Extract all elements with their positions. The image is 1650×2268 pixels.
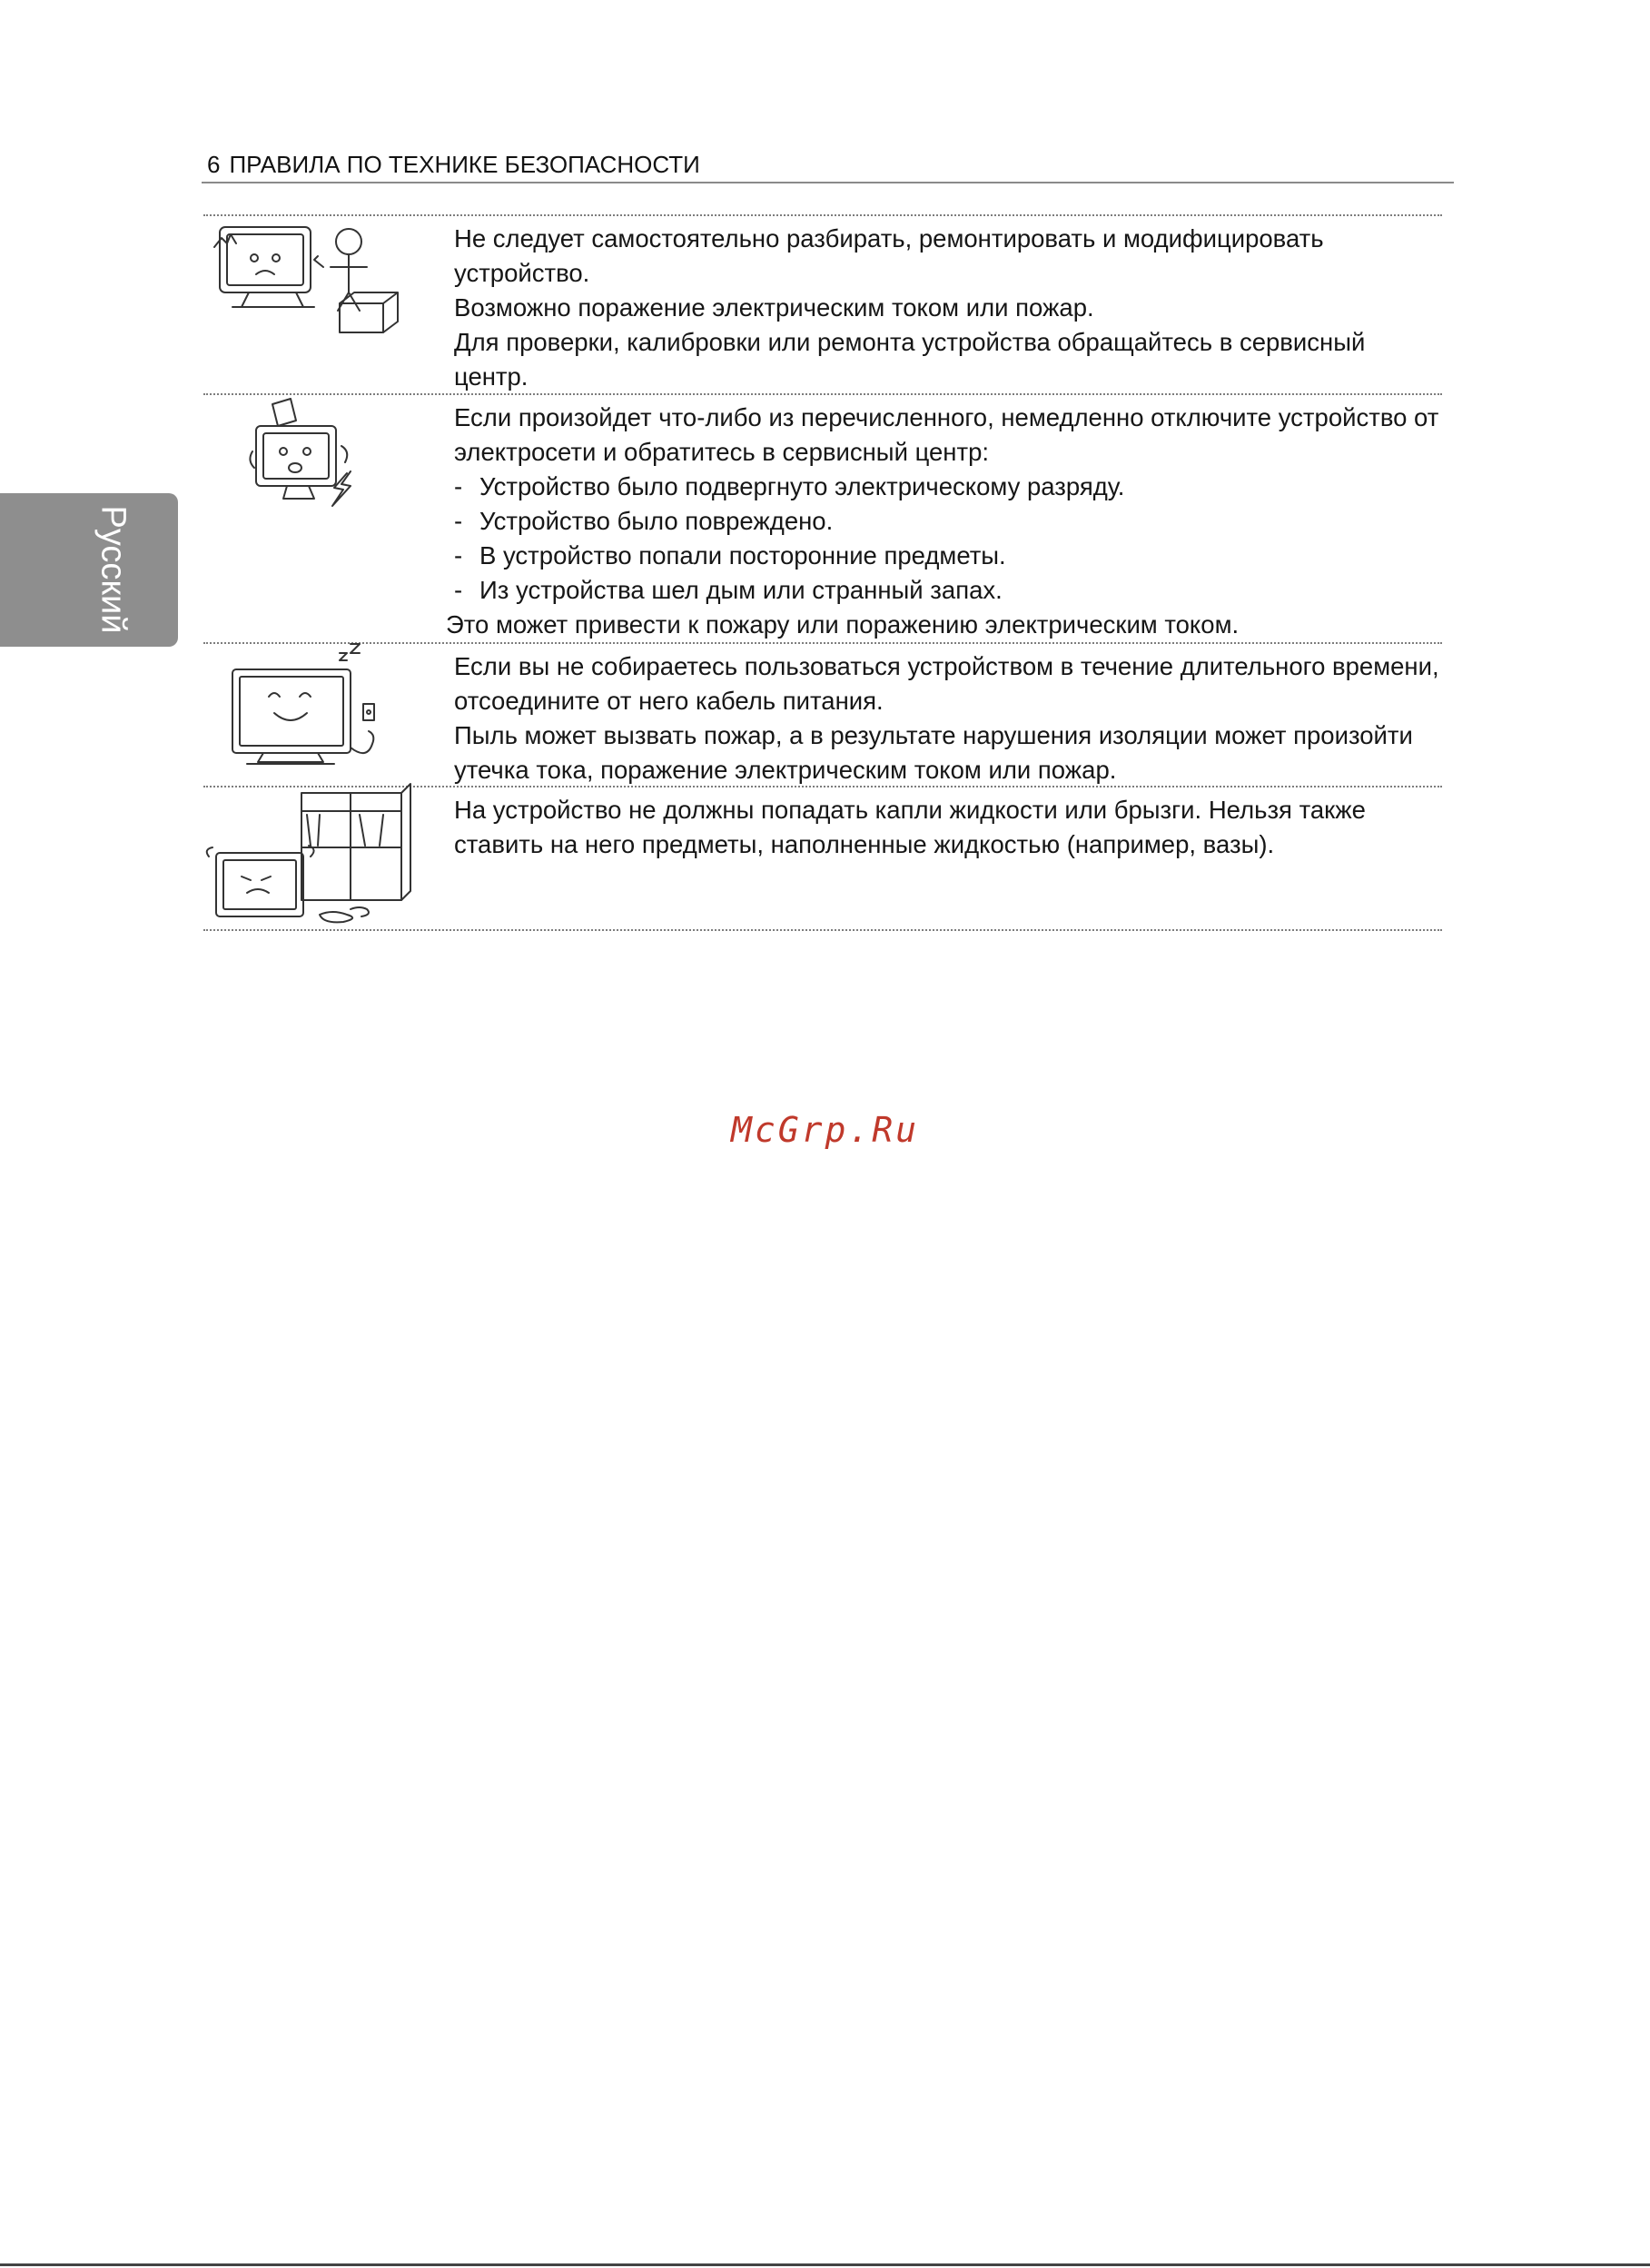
row-bullet-text: Из устройства шел дым или странный запах.	[479, 576, 1003, 604]
row-bullet: - Устройство было повреждено.	[454, 507, 834, 535]
row-bullet-text: Устройство было подвергнуто электрическому разряду.	[479, 472, 1125, 500]
row-line: Возможно поражение электрическим током или пожар.	[454, 293, 1094, 322]
page-header	[202, 149, 1454, 183]
tv-liquid-illustration	[205, 789, 410, 926]
row-divider	[203, 929, 1442, 931]
row-bullet-text: В устройство попали посторонние предметы.	[479, 541, 1006, 569]
row-line: Если вы не собираетесь пользоваться устройством в течение длительного времени, отсоедините от него кабель питания.	[454, 652, 1439, 715]
language-side-tab	[0, 493, 178, 647]
tv-sleep-unplug-illustration	[227, 648, 386, 775]
row-text	[454, 222, 1442, 394]
row-line: На устройство не должны попадать капли жидкости или брызги. Нельзя также ставить на него предметы, наполненные жидкостью (например, вазы).	[454, 796, 1366, 858]
row-outro: Это может привести к пожару или поражению электрическим током.	[446, 610, 1240, 639]
safety-row-liquids	[203, 787, 1442, 929]
safety-row-long-unused	[203, 644, 1442, 786]
row-bullet: - Из устройства шел дым или странный запах.	[454, 576, 1003, 604]
tv-repair-illustration	[212, 220, 399, 338]
row-bullet: - Устройство было подвергнуто электрическому разряду.	[454, 472, 1125, 500]
row-text	[446, 401, 1442, 642]
watermark: McGrp.Ru	[730, 1110, 920, 1150]
page-bottom-border	[0, 2263, 1650, 2266]
row-text	[454, 649, 1442, 787]
page-title: ПРАВИЛА ПО ТЕХНИКЕ БЕЗОПАСНОСТИ	[229, 151, 700, 178]
row-line: Пыль может вызвать пожар, а в результате нарушения изоляции может произойти утечка тока, поражение электрическим током или пожар.	[454, 721, 1413, 784]
row-text	[454, 793, 1442, 862]
row-line: Не следует самостоятельно разбирать, ремонтировать и модифицировать устройство.	[454, 224, 1324, 287]
row-bullet-text: Устройство было повреждено.	[479, 507, 834, 535]
page-number: 6	[207, 151, 221, 178]
row-bullet: - В устройство попали посторонние предметы.	[454, 541, 1006, 569]
safety-row-disassembly	[203, 216, 1442, 393]
row-line: Для проверки, калибровки или ремонта устройства обращайтесь в сервисный центр.	[454, 328, 1366, 391]
language-label: Русский	[94, 505, 133, 634]
safety-table	[203, 214, 1442, 931]
row-intro: Если произойдет что-либо из перечисленного, немедленно отключите устройство от электросети и обратитесь в сервисный центр:	[454, 403, 1439, 466]
safety-row-unplug-conditions	[203, 395, 1442, 642]
tv-hazard-illustration	[247, 397, 365, 520]
